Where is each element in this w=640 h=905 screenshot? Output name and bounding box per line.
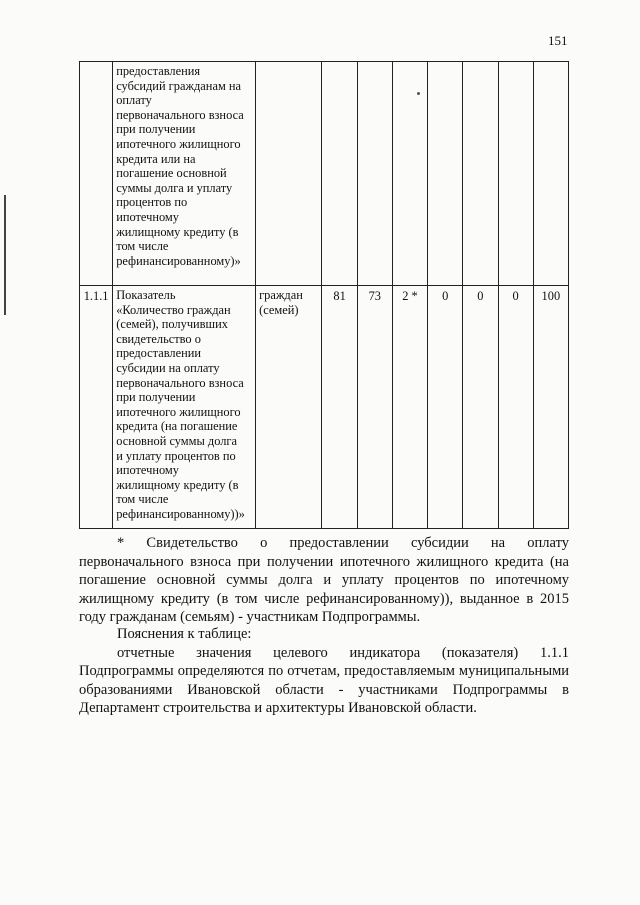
unit-cell (256, 62, 322, 286)
value-cell (428, 62, 463, 286)
table-row (80, 286, 569, 529)
explanations-heading: Пояснения к таблице: (117, 626, 252, 642)
unit-cell: граждан (семей) (256, 286, 322, 529)
value-cell: 0 (428, 286, 463, 529)
indicator-name-cell: предоставления субсидий гражданам на оплату первоначального взноса при получении ипотечного жилищного кредита или на погашение основной суммы долга и уплату процентов по ипотечному жилищному кредиту (в том числе рефинансированному)» (113, 62, 256, 286)
indicator-name-cell: Показатель «Количество граждан (семей), получивших свидетельство о предоставлении субсидии на оплату первоначального взноса при получении ипотечного жилищного кредита (на погашение основной суммы долга и уплату процентов по ипотечному жилищному кредиту (в том числе рефинансированному))» (113, 286, 256, 529)
value-cell: 0 (463, 286, 498, 529)
value-cell (463, 62, 498, 286)
value-cell (357, 62, 392, 286)
footnote-text: первоначального взноса при получении ипотечного жилищного кредита (на погашение основной суммы долга и уплату процентов по ипотечному жилищному кредиту (в том числе рефинансированному)), выданное в 2015 году гражданам (семьям) - участникам Подпрограммы. (79, 553, 569, 625)
value-cell (392, 62, 427, 286)
value-cell: 81 (322, 286, 357, 529)
explanations-text: отчетные значения целевого индикатора (показателя) 1.1.1 Подпрограммы определяются по отчетам, предоставляемым муниципальными образованиями Ивановской области - участниками Подпрограммы в Департамент строительства и архитектуры Ивановской области. (79, 644, 569, 716)
value-cell (322, 62, 357, 286)
table-explanations (79, 625, 569, 718)
value-cell (533, 62, 568, 286)
value-cell: 73 (357, 286, 392, 529)
scan-edge-mark (4, 195, 6, 315)
page-number: 151 (548, 33, 568, 48)
footnote (79, 534, 569, 627)
value-cell: 2 * (392, 286, 427, 529)
row-number-cell (80, 62, 113, 286)
row-number-cell: 1.1.1 (80, 286, 113, 529)
footnote-first-line: * Свидетельство о предоставлении субсидии на оплату (117, 535, 569, 551)
table-row (80, 62, 569, 286)
value-cell: 0 (498, 286, 533, 529)
value-cell: 100 (533, 286, 568, 529)
value-cell (498, 62, 533, 286)
indicator-table (79, 61, 569, 529)
